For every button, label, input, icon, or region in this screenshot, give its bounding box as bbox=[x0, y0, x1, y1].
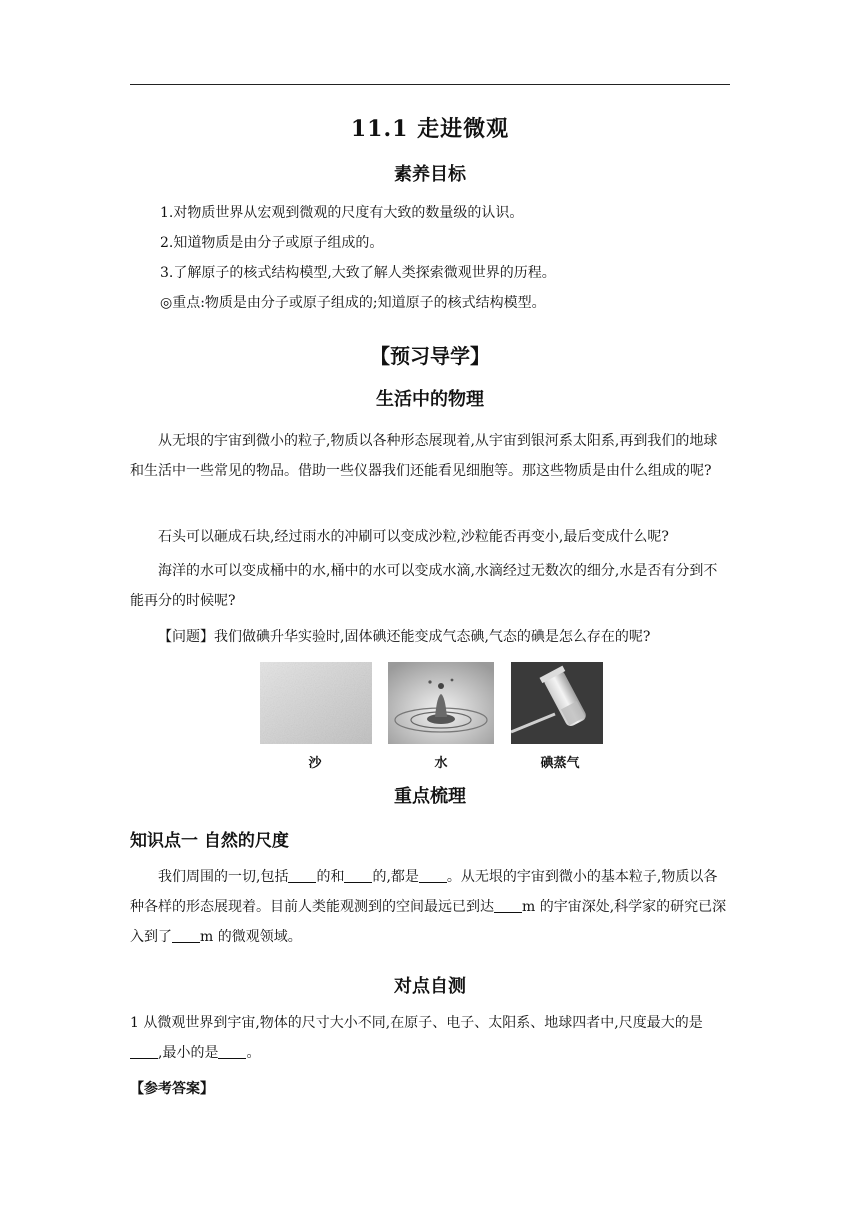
caption-iodine: 碘蒸气 bbox=[540, 756, 580, 771]
fill-blank[interactable] bbox=[172, 928, 200, 943]
life-heading: 生活中的物理 bbox=[376, 389, 484, 410]
sand-image bbox=[260, 662, 372, 744]
goal-item: 3.了解原子的核式结构模型,大致了解人类探索微观世界的历程。 bbox=[160, 265, 556, 281]
self-test-question: 1 从微观世界到宇宙,物体的尺寸大小不同,在原子、电子、太阳系、地球四者中,尺度最大的是,最小的是 。 bbox=[130, 1015, 703, 1061]
caption-water: 水 bbox=[434, 756, 448, 771]
question: 【问题】我们做碘升华实验时,固体碘还能变成气态碘,气态的碘是怎么存在的呢? bbox=[158, 629, 651, 645]
fill-blank[interactable] bbox=[344, 868, 372, 883]
fill-blank[interactable] bbox=[288, 868, 316, 883]
goals-heading: 素养目标 bbox=[394, 164, 466, 185]
paragraph: 石头可以砸成石块,经过雨水的冲刷可以变成沙粒,沙粒能否再变小,最后变成什么呢? bbox=[158, 529, 669, 545]
preview-heading: 【预习导学】 bbox=[370, 344, 490, 368]
fill-blank[interactable] bbox=[218, 1044, 246, 1059]
knowledge-point-title: 知识点一 自然的尺度 bbox=[130, 831, 289, 851]
top-rule bbox=[130, 84, 730, 85]
paragraph: 从无垠的宇宙到微小的粒子,物质以各种形态展现着,从宇宙到银河系太阳系,再到我们的地球和生活中一些常见的物品。借助一些仪器我们还能看见细胞等。那这些物质是由什么组成的呢? bbox=[130, 433, 718, 479]
goal-item-key: ◎重点:物质是由分子或原子组成的;知道原子的核式结构模型。 bbox=[160, 295, 546, 311]
knowledge-point-text: 我们周围的一切,包括 的和 的,都是 。从无垠的宇宙到微小的基本粒子,物质以各种各样的形态展现着。目前人类能观测到的空间最远已到达 m 的宇宙深处,科学家的研究已深入到了 m 的微观领域。 bbox=[130, 869, 727, 945]
fill-blank[interactable] bbox=[419, 868, 447, 883]
goal-item: 2.知道物质是由分子或原子组成的。 bbox=[160, 235, 384, 251]
page-title: 11.1 走进微观 bbox=[350, 116, 510, 142]
key-points-heading: 重点梳理 bbox=[394, 786, 466, 807]
self-test-heading: 对点自测 bbox=[394, 976, 466, 997]
goal-item: 1.对物质世界从宏观到微观的尺度有大致的数量级的认识。 bbox=[160, 205, 524, 221]
goals-list bbox=[160, 198, 730, 318]
iodine-vapor-image bbox=[511, 662, 603, 744]
fill-blank[interactable] bbox=[130, 1044, 158, 1059]
answer-label: 【参考答案】 bbox=[130, 1081, 214, 1097]
fill-blank[interactable] bbox=[494, 898, 522, 913]
water-drop-image bbox=[388, 662, 494, 744]
caption-sand: 沙 bbox=[308, 756, 322, 771]
paragraph: 海洋的水可以变成桶中的水,桶中的水可以变成水滴,水滴经过无数次的细分,水是否有分到不能再分的时候呢? bbox=[130, 563, 718, 609]
